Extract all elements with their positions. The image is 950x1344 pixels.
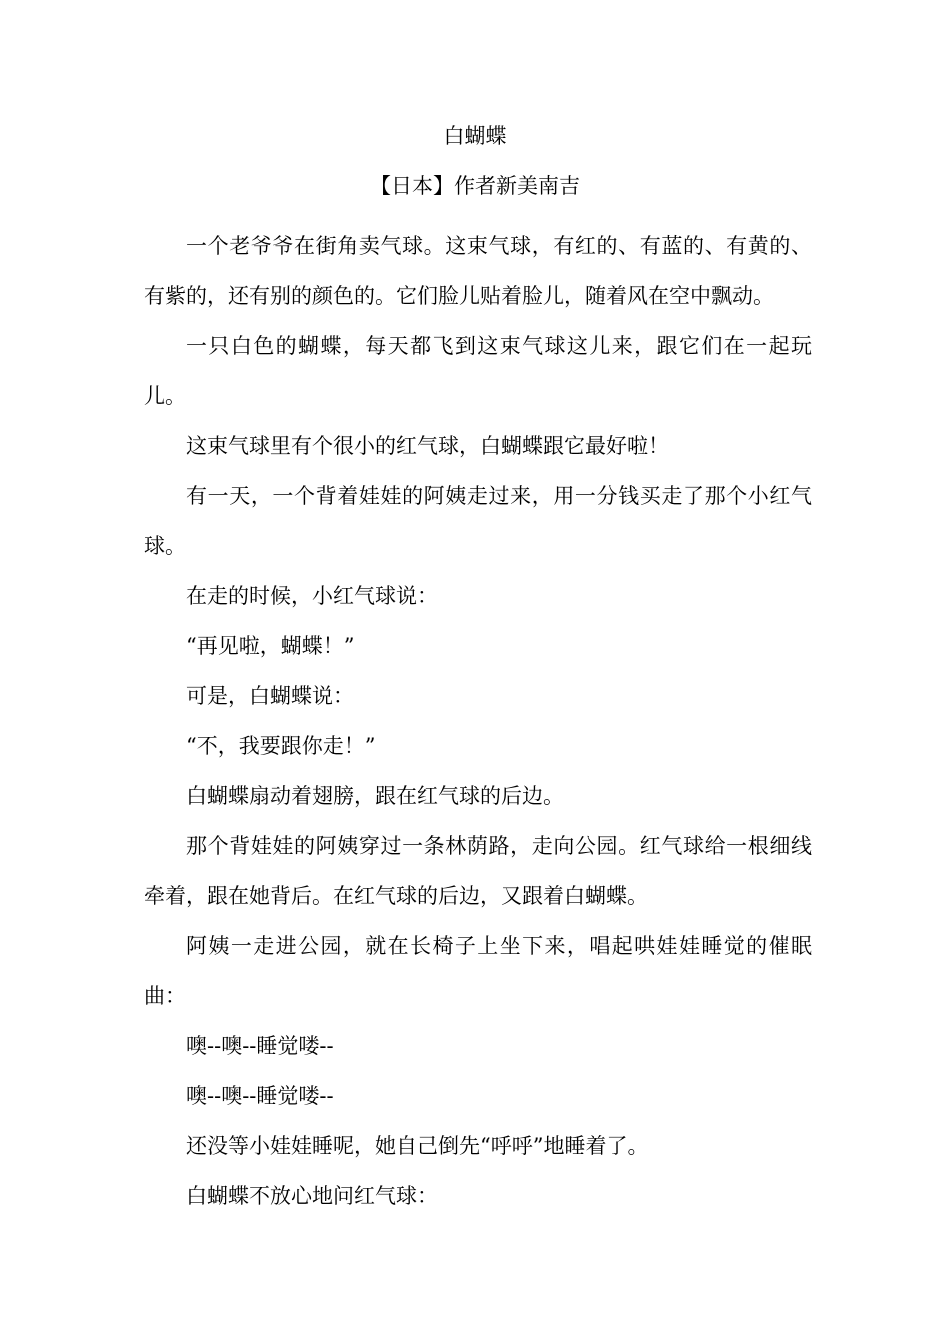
dialogue-line: “不，我要跟你走！” <box>186 734 376 758</box>
paragraph: 那个背娃娃的阿姨穿过一条林荫路，走向公园。红气球给一根细线牵着，跟在她背后。在红气球的后边，又跟着白蝴蝶。 <box>144 834 812 908</box>
author-byline: 【日本】作者新美南吉 <box>370 174 580 198</box>
dialogue-line: “再见啦，蝴蝶！” <box>186 634 355 658</box>
paragraph: 还没等小娃娃睡呢，她自己倒先“呼呼”地睡着了。 <box>186 1134 649 1158</box>
document-title: 白蝴蝶 <box>443 124 507 148</box>
lullaby-line: 噢--噢--睡觉喽-- <box>186 1034 334 1058</box>
paragraph: 阿姨一走进公园，就在长椅子上坐下来，唱起哄娃娃睡觉的催眠曲： <box>144 934 812 1008</box>
paragraph: 可是，白蝴蝶说： <box>186 684 354 708</box>
paragraph: 白蝴蝶不放心地问红气球： <box>186 1184 438 1208</box>
paragraph: 这束气球里有个很小的红气球，白蝴蝶跟它最好啦！ <box>186 434 669 458</box>
paragraph: 白蝴蝶扇动着翅膀，跟在红气球的后边。 <box>186 784 564 808</box>
paragraph: 有一天，一个背着娃娃的阿姨走过来，用一分钱买走了那个小红气球。 <box>144 484 812 558</box>
lullaby-line: 噢--噢--睡觉喽-- <box>186 1084 334 1108</box>
story-body <box>144 221 812 1221</box>
paragraph: 在走的时候，小红气球说： <box>186 584 438 608</box>
paragraph: 一个老爷爷在街角卖气球。这束气球，有红的、有蓝的、有黄的、有紫的，还有别的颜色的。它们脸儿贴着脸儿，随着风在空中飘动。 <box>144 234 812 308</box>
paragraph: 一只白色的蝴蝶，每天都飞到这束气球这儿来，跟它们在一起玩儿。 <box>144 334 812 408</box>
